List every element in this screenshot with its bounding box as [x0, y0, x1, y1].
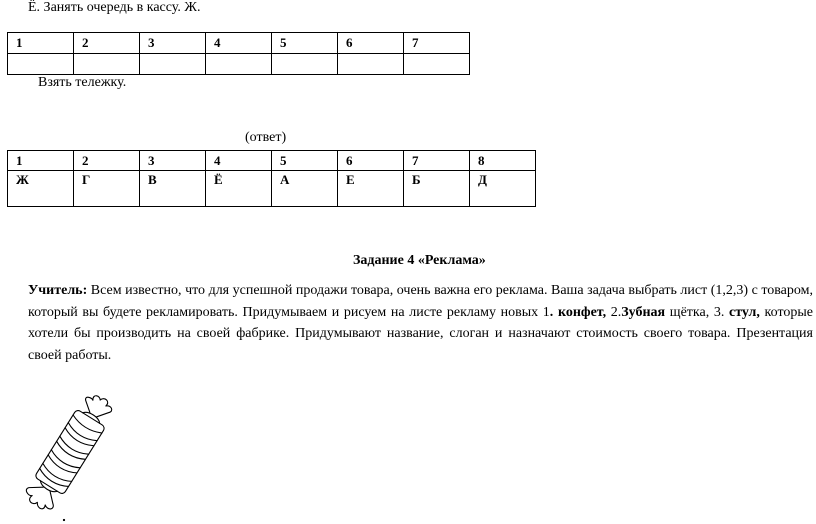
table-cell: 3: [140, 33, 206, 54]
table-cell: 7: [404, 33, 470, 54]
table-answer: [7, 150, 536, 207]
table-row: [8, 171, 536, 207]
table-cell: 5: [272, 33, 338, 54]
table-cell: 3: [140, 151, 206, 171]
item-chair: стул,: [728, 304, 760, 320]
item-toothbrush: Зубная: [621, 304, 666, 320]
table-row: [8, 54, 470, 75]
table-cell[interactable]: [74, 54, 140, 75]
table-cell: 2: [74, 151, 140, 171]
table-cell[interactable]: [272, 54, 338, 75]
table-cell: Ё: [206, 171, 272, 207]
paragraph-text: Всем известно, что для успешной продажи товара, очень важна его реклама. Ваша задача выбрать лист (1,2,3) с товаром, который вы будете рекламировать. Придумываем и рисуем на листе рекламу новых 1: [28, 283, 813, 320]
table-cell: А: [272, 171, 338, 207]
table-cell: 2: [74, 33, 140, 54]
candy-drawing: [4, 386, 154, 522]
table-cell[interactable]: [404, 54, 470, 75]
table-cell: Г: [74, 171, 140, 207]
table-cell: 4: [206, 151, 272, 171]
table-cell[interactable]: [140, 54, 206, 75]
table-cell: 4: [206, 33, 272, 54]
table-row: [8, 151, 536, 171]
table-cell: В: [140, 171, 206, 207]
paragraph-text: 2.: [606, 304, 622, 320]
table-cell: Е: [338, 171, 404, 207]
table-cell: Д: [470, 171, 536, 207]
table-empty-answers: [7, 32, 470, 75]
item-candy: . конфет,: [549, 304, 607, 320]
table-cell: 7: [404, 151, 470, 171]
task-title: Задание 4 «Реклама»: [353, 253, 486, 268]
table-cell: 5: [272, 151, 338, 171]
table-cell: Б: [404, 171, 470, 207]
table-cell: 1: [8, 33, 74, 54]
table-cell: 6: [338, 33, 404, 54]
paragraph-text: которые хотели бы производить на своей фабрике. Придумывают название, слоган и назначают стоимость своего товара. Презентация своей работы.: [28, 304, 814, 363]
table-cell: 8: [470, 151, 536, 171]
table-cell: 6: [338, 151, 404, 171]
table-row: [8, 33, 470, 54]
task-paragraph: [28, 280, 813, 366]
table-cell[interactable]: [8, 54, 74, 75]
paragraph-text: щётка, 3.: [665, 304, 729, 320]
top-line: Ё. Занять очередь в кассу. Ж.: [28, 0, 201, 15]
table-cell[interactable]: [338, 54, 404, 75]
answer-label: (ответ): [245, 130, 287, 145]
table-cell: Ж: [8, 171, 74, 207]
table-cell: 1: [8, 151, 74, 171]
table-cell[interactable]: [206, 54, 272, 75]
take-cart-line: Взять тележку.: [38, 75, 127, 90]
teacher-label: Учитель:: [28, 283, 88, 298]
